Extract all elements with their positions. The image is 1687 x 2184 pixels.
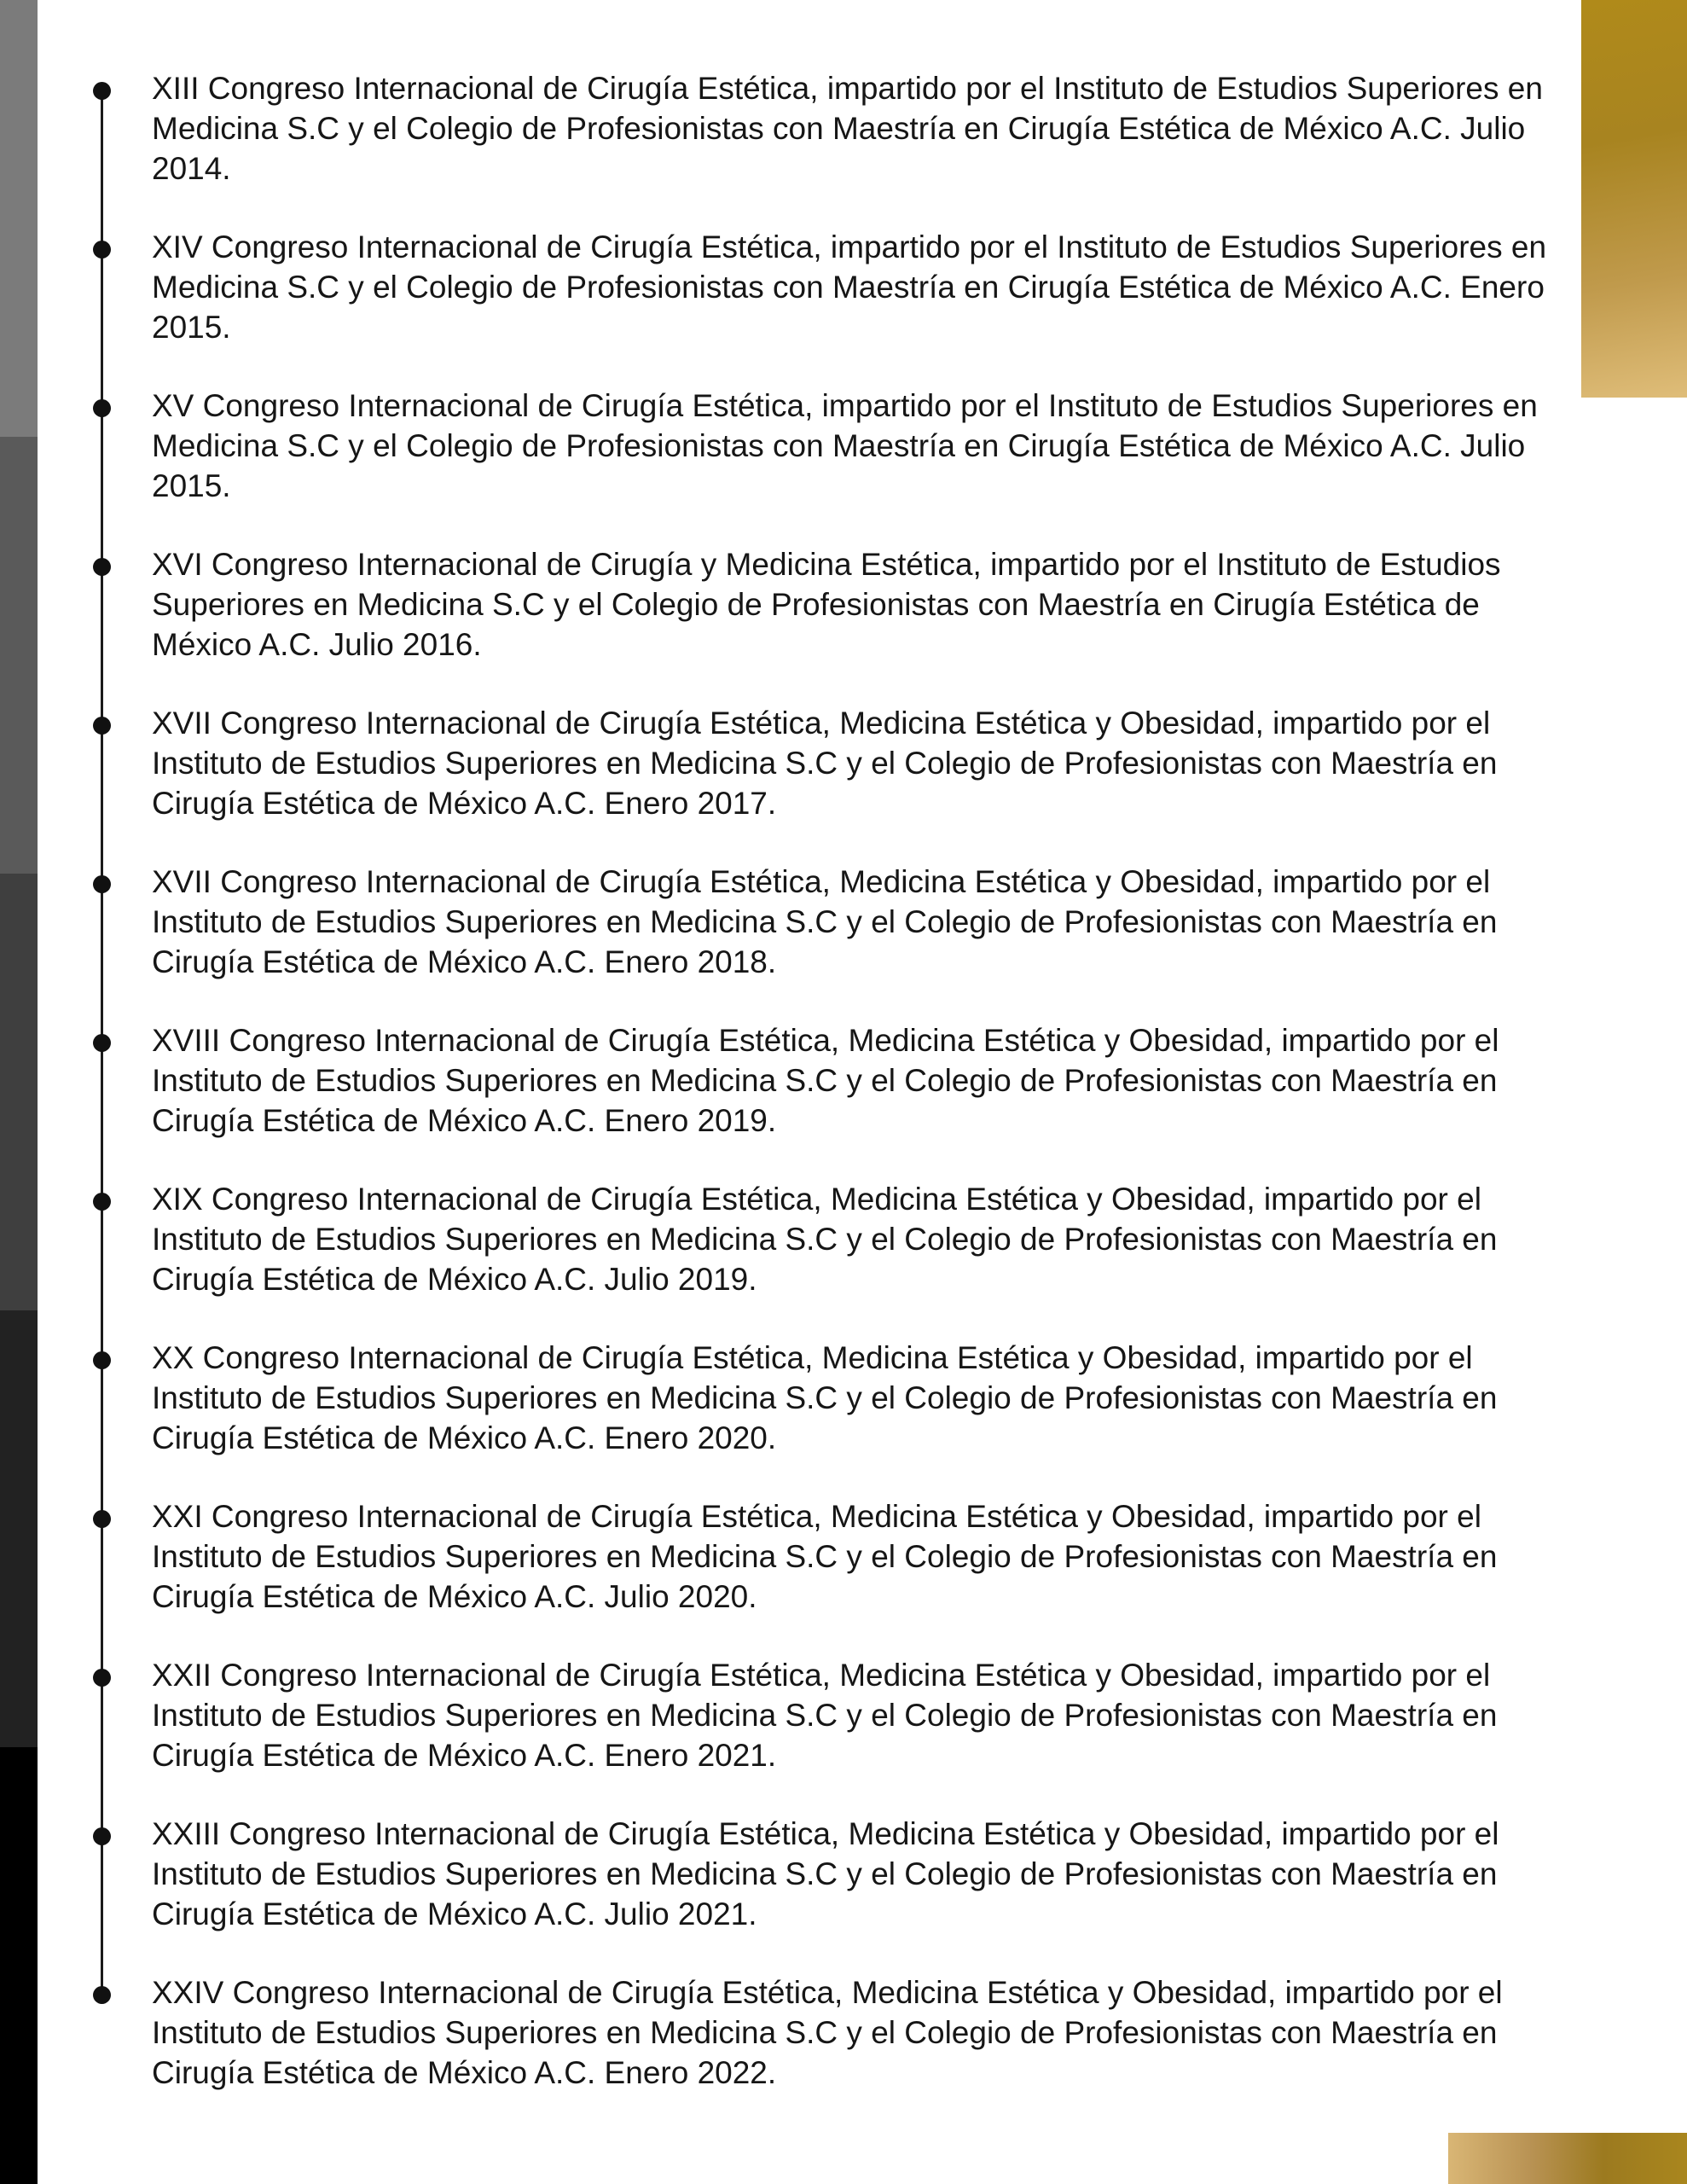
bullet-dot-icon <box>93 241 111 258</box>
entry-text: XXIV Congreso Internacional de Cirugía Estética, Medicina Estética y Obesidad, impartido por el Instituto de Estudios Superiores en Medicina S.C y el Colegio de Profesionistas con Maestría en Cirugía Estética de México A.C. Enero 2022. <box>152 1975 1503 2090</box>
left-shaded-bar <box>0 0 38 2184</box>
entry-text: XIV Congreso Internacional de Cirugía Estética, impartido por el Instituto de Estudios Superiores en Medicina S.C y el Colegio de Profesionistas con Maestría en Cirugía Estética de México A.C. Enero 2015. <box>152 229 1547 345</box>
left-bar-segment <box>0 0 38 437</box>
entry-text: XVIII Congreso Internacional de Cirugía Estética, Medicina Estética y Obesidad, impartido por el Instituto de Estudios Superiores en Medicina S.C y el Colegio de Profesionistas con Maestría en Cirugía Estética de México A.C. Enero 2019. <box>152 1023 1499 1138</box>
entry-text: XVII Congreso Internacional de Cirugía Estética, Medicina Estética y Obesidad, impartido por el Instituto de Estudios Superiores en Medicina S.C y el Colegio de Profesionistas con Maestría en Cirugía Estética de México A.C. Enero 2017. <box>152 706 1498 821</box>
entry-text: XVII Congreso Internacional de Cirugía Estética, Medicina Estética y Obesidad, impartido por el Instituto de Estudios Superiores en Medicina S.C y el Colegio de Profesionistas con Maestría en Cirugía Estética de México A.C. Enero 2018. <box>152 864 1498 979</box>
gold-accent-bottom <box>1448 2133 1687 2184</box>
entry-text: XIX Congreso Internacional de Cirugía Estética, Medicina Estética y Obesidad, impartido por el Instituto de Estudios Superiores en Medicina S.C y el Colegio de Profesionistas con Maestría en Cirugía Estética de México A.C. Julio 2019. <box>152 1182 1498 1297</box>
entry-text: XX Congreso Internacional de Cirugía Estética, Medicina Estética y Obesidad, impartido por el Instituto de Estudios Superiores en Medicina S.C y el Colegio de Profesionistas con Maestría en Cirugía Estética de México A.C. Enero 2020. <box>152 1340 1498 1455</box>
bullet-dot-icon <box>93 875 111 893</box>
bullet-dot-icon <box>93 1827 111 1845</box>
entry-text: XXIII Congreso Internacional de Cirugía Estética, Medicina Estética y Obesidad, impartido por el Instituto de Estudios Superiores en Medicina S.C y el Colegio de Profesionistas con Maestría en Cirugía Estética de México A.C. Julio 2021. <box>152 1816 1499 1931</box>
entry-text: XV Congreso Internacional de Cirugía Estética, impartido por el Instituto de Estudios Superiores en Medicina S.C y el Colegio de Profesionistas con Maestría en Cirugía Estética de México A.C. Julio 2015. <box>152 388 1538 503</box>
bullet-dot-icon <box>93 1351 111 1369</box>
bullet-dot-icon <box>93 1034 111 1052</box>
left-bar-segment <box>0 437 38 874</box>
bullet-dot-icon <box>93 1510 111 1528</box>
bullet-dot-icon <box>93 1986 111 2004</box>
bullet-dot-icon <box>93 1669 111 1687</box>
entry-text: XXI Congreso Internacional de Cirugía Estética, Medicina Estética y Obesidad, impartido por el Instituto de Estudios Superiores en Medicina S.C y el Colegio de Profesionistas con Maestría en Cirugía Estética de México A.C. Julio 2020. <box>152 1499 1498 1614</box>
left-bar-segment <box>0 1747 38 2184</box>
entry-text: XVI Congreso Internacional de Cirugía y Medicina Estética, impartido por el Instituto de Estudios Superiores en Medicina S.C y el Colegio de Profesionistas con Maestría en Cirugía Estética de México A.C. Julio 2016. <box>152 547 1501 662</box>
bullet-dot-icon <box>93 1193 111 1211</box>
left-bar-segment <box>0 1310 38 1747</box>
gold-accent-top <box>1581 0 1687 398</box>
bullet-dot-icon <box>93 82 111 100</box>
bullet-dot-icon <box>93 399 111 417</box>
entry-text: XIII Congreso Internacional de Cirugía Estética, impartido por el Instituto de Estudios Superiores en Medicina S.C y el Colegio de Profesionistas con Maestría en Cirugía Estética de México A.C. Julio 2014. <box>152 71 1543 186</box>
entry-text: XXII Congreso Internacional de Cirugía Estética, Medicina Estética y Obesidad, impartido por el Instituto de Estudios Superiores en Medicina S.C y el Colegio de Profesionistas con Maestría en Cirugía Estética de México A.C. Enero 2021. <box>152 1658 1498 1773</box>
bullet-dot-icon <box>93 558 111 576</box>
bullet-dot-icon <box>93 717 111 735</box>
left-bar-segment <box>0 874 38 1310</box>
